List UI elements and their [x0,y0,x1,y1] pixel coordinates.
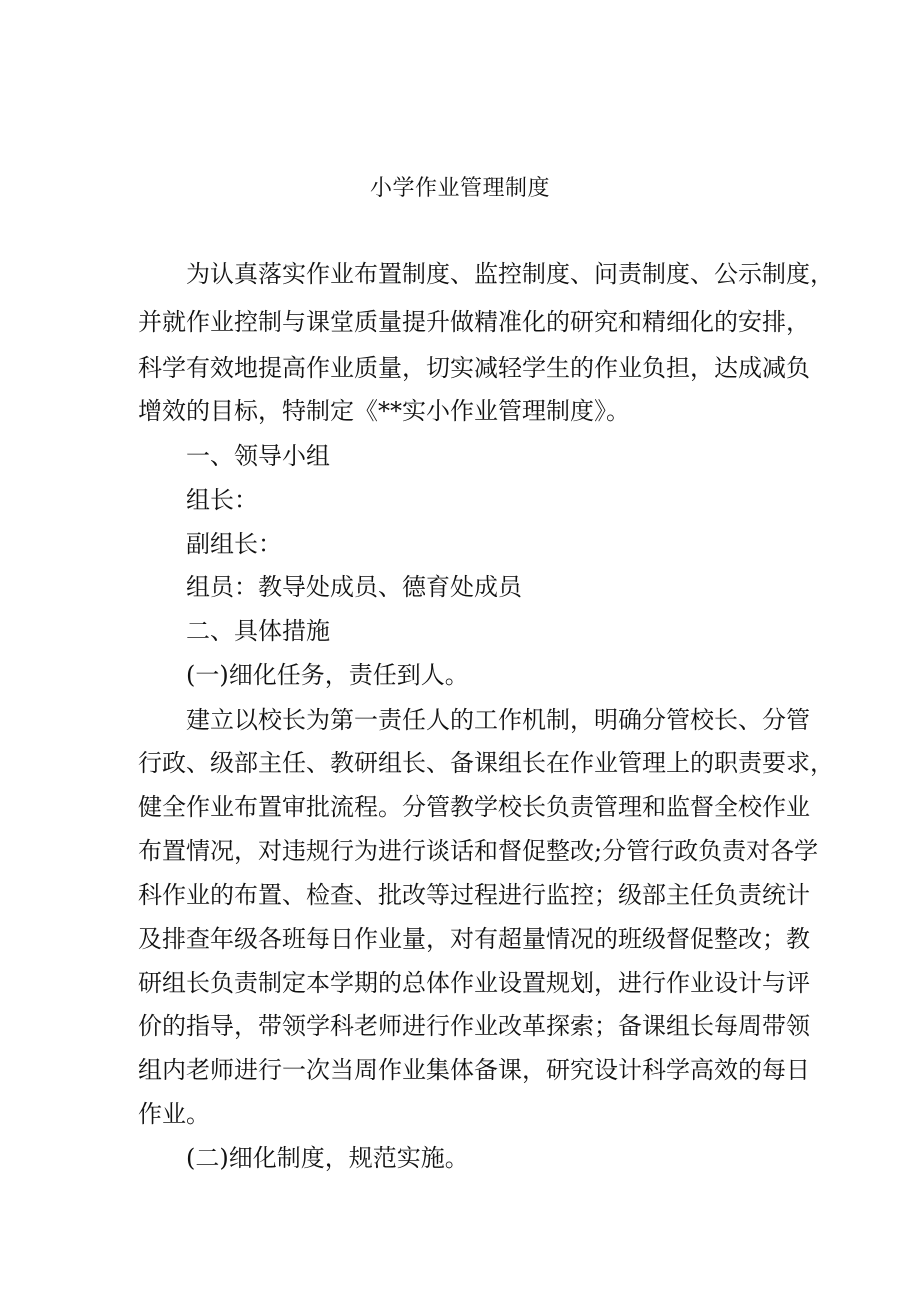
members-line: 组员：教导处成员、德育处成员 [186,573,522,601]
deputy-leader-line: 副组长： [186,530,282,558]
subsection-2-heading: (二)细化制度，规范实施。 [186,1144,469,1172]
subsection-1-line-9: 组内老师进行一次当周作业集体备课，研究设计科学高效的每日 [138,1056,810,1084]
intro-line-2: 并就作业控制与课堂质量提升做精准化的研究和精细化的安排， [138,308,810,336]
subsection-1-line-10: 作业。 [138,1100,210,1128]
subsection-1-line-4: 布置情况，对违规行为进行谈话和督促整改;分管行政负责对各学 [138,837,819,865]
subsection-1-line-8: 价的指导，带领学科老师进行作业改革探索；备课组长每周带领 [138,1012,810,1040]
intro-line-1: 为认真落实作业布置制度、监控制度、问责制度、公示制度， [186,260,834,288]
intro-line-3: 科学有效地提高作业质量，切实减轻学生的作业负担，达成减负 [138,354,810,382]
subsection-1-line-2: 行政、级部主任、教研组长、备课组长在作业管理上的职责要求， [138,749,834,777]
subsection-1-line-5: 科作业的布置、检查、批改等过程进行监控；级部主任负责统计 [138,881,810,909]
subsection-1-line-6: 及排查年级各班每日作业量，对有超量情况的班级督促整改；教 [138,925,810,953]
leader-line: 组长： [186,486,258,514]
intro-line-4: 增效的目标，特制定《**实小作业管理制度》。 [138,397,630,425]
subsection-1-line-3: 健全作业布置审批流程。分管教学校长负责管理和监督全校作业 [138,793,810,821]
document-title: 小学作业管理制度 [369,176,550,201]
subsection-1-heading: (一)细化任务，责任到人。 [186,661,469,689]
subsection-1-line-1: 建立以校长为第一责任人的工作机制，明确分管校长、分管 [186,706,810,734]
section-1-heading: 一、领导小组 [186,442,330,470]
section-2-heading: 二、具体措施 [186,617,330,645]
subsection-1-line-7: 研组长负责制定本学期的总体作业设置规划，进行作业设计与评 [138,969,810,997]
